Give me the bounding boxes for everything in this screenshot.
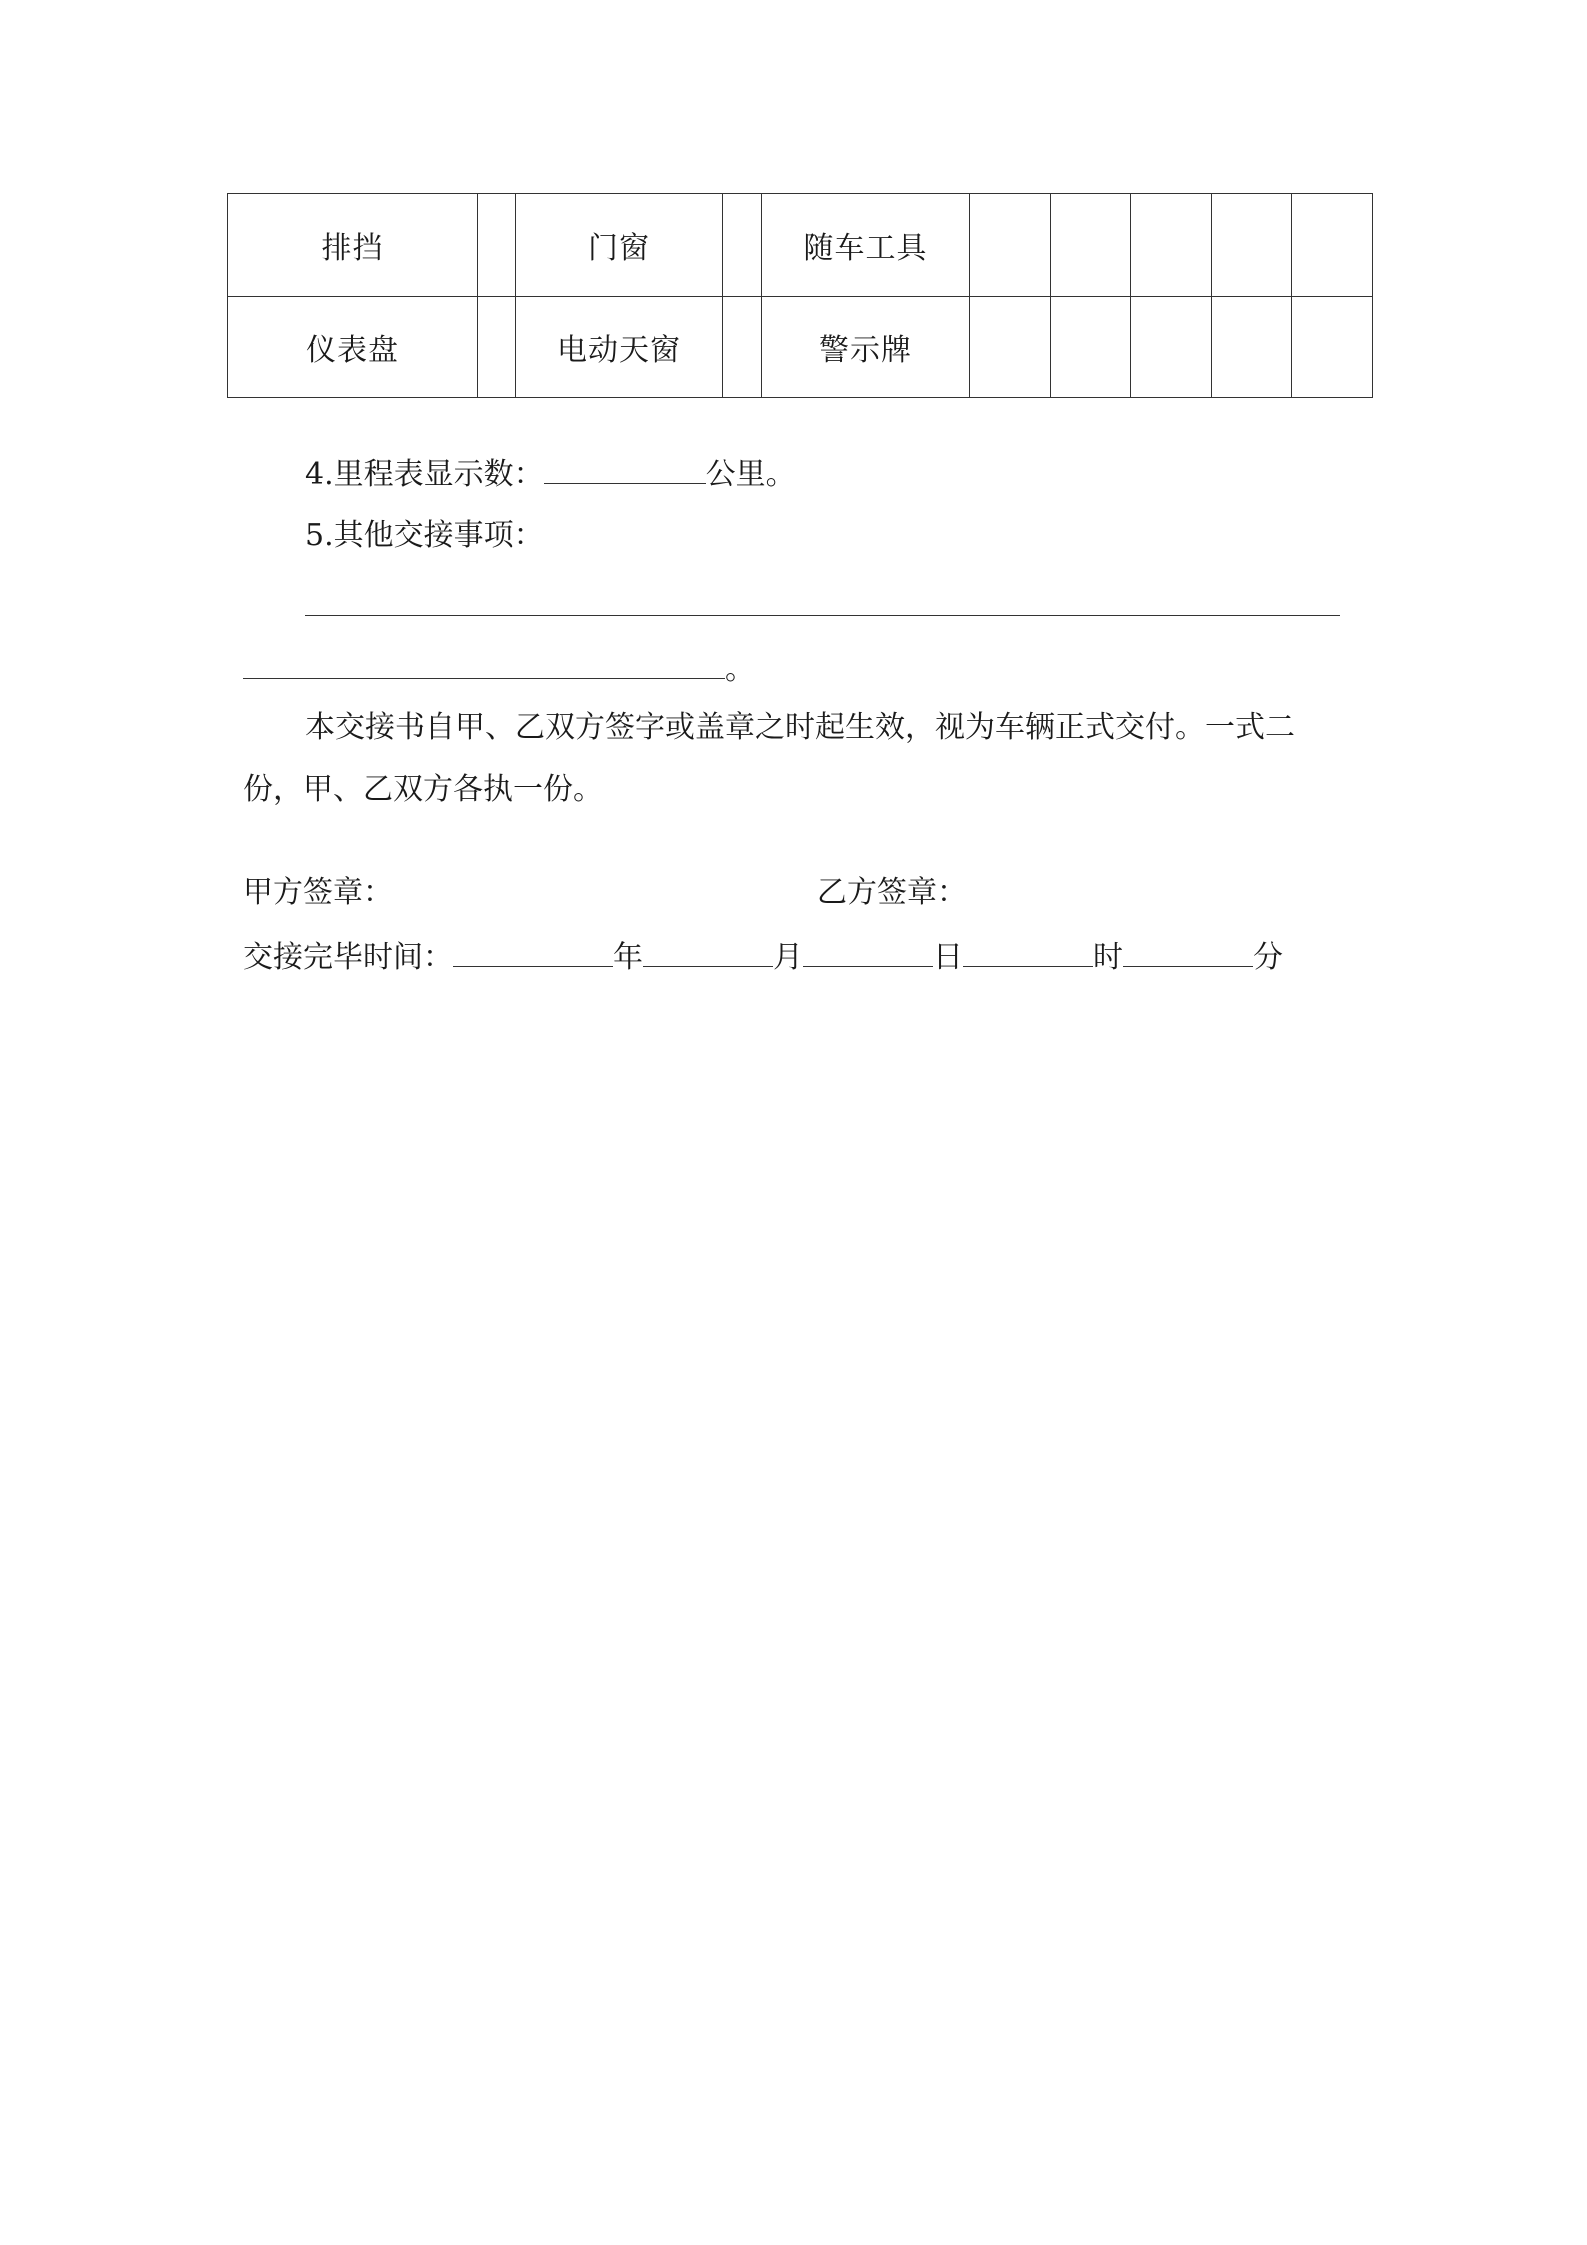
- item-name-cell: 电动天窗: [516, 297, 723, 398]
- check-cell: [723, 297, 762, 398]
- year-label: 年: [613, 940, 643, 975]
- year-blank[interactable]: [453, 936, 613, 967]
- day-blank[interactable]: [803, 936, 933, 967]
- hour-label: 时: [1093, 940, 1123, 975]
- item-name-cell: 仪表盘: [228, 297, 478, 398]
- completion-time-label: 交接完毕时间：: [243, 940, 453, 975]
- odometer-label: 4.里程表显示数：: [305, 457, 544, 492]
- vehicle-inspection-table: [227, 193, 1373, 398]
- other-items-blank-line-1[interactable]: [305, 615, 1340, 616]
- check-cell: [1212, 297, 1292, 398]
- check-cell: [1292, 194, 1373, 297]
- check-cell: [1131, 297, 1212, 398]
- item-name-cell: 排挡: [228, 194, 478, 297]
- clause-line-2: 份，甲、乙双方各执一份。: [243, 772, 603, 807]
- check-cell: [970, 194, 1051, 297]
- other-items-label: 5.其他交接事项：: [305, 518, 544, 553]
- check-cell: [970, 297, 1051, 398]
- check-cell: [1131, 194, 1212, 297]
- minute-label: 分: [1253, 940, 1283, 975]
- item-name-cell: 门窗: [516, 194, 723, 297]
- check-cell: [478, 194, 516, 297]
- check-cell: [478, 297, 516, 398]
- item-name-cell: 随车工具: [762, 194, 970, 297]
- odometer-blank[interactable]: [544, 453, 706, 484]
- check-cell: [1212, 194, 1292, 297]
- party-b-signature-label: 乙方签章：: [817, 875, 967, 910]
- clause-line-1: 本交接书自甲、乙双方签字或盖章之时起生效，视为车辆正式交付。一式二: [305, 710, 1295, 745]
- table-row: [228, 194, 1373, 297]
- odometer-unit: 公里。: [705, 457, 796, 492]
- item-name-cell: 警示牌: [762, 297, 970, 398]
- other-items-line-2: [243, 648, 755, 690]
- check-cell: [1292, 297, 1373, 398]
- odometer-line: [305, 453, 796, 495]
- table-row: [228, 297, 1373, 398]
- check-cell: [1051, 297, 1131, 398]
- completion-time-line: [243, 936, 1283, 978]
- party-a-signature-label: 甲方签章：: [243, 875, 393, 910]
- month-label: 月: [773, 940, 803, 975]
- other-items-blank-line-2[interactable]: [243, 648, 725, 679]
- minute-blank[interactable]: [1123, 936, 1253, 967]
- day-label: 日: [933, 940, 963, 975]
- other-items-end-mark: 。: [725, 652, 755, 687]
- hour-blank[interactable]: [963, 936, 1093, 967]
- month-blank[interactable]: [643, 936, 773, 967]
- check-cell: [1051, 194, 1131, 297]
- check-cell: [723, 194, 762, 297]
